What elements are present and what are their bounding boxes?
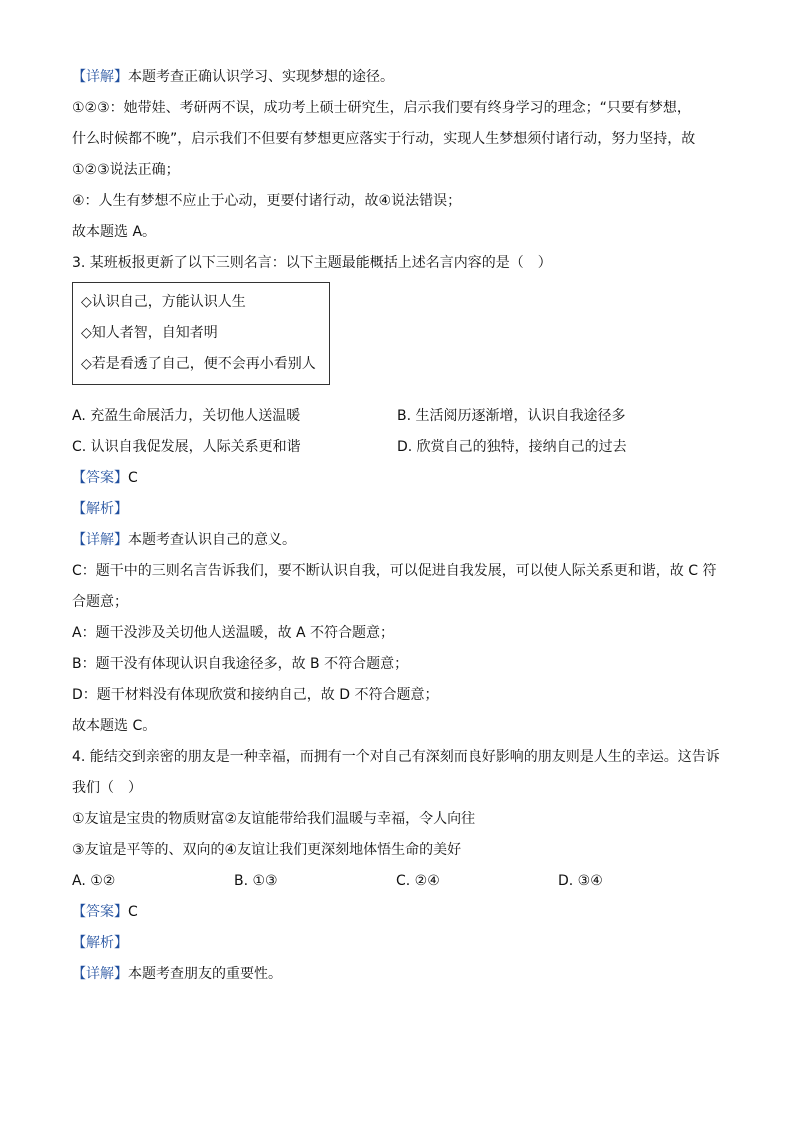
option-a: A. 充盈生命展活力，关切他人送温暖 [72, 408, 301, 424]
option-d: D. ③④ [558, 873, 603, 889]
detail-text: 本题考查朋友的重要性。 [128, 966, 282, 982]
detail-line [72, 62, 722, 93]
detail-line [72, 525, 722, 556]
detail-tag: 【详解】 [72, 966, 128, 982]
analysis-line [72, 494, 722, 525]
explanation-line: 什么时候都不晚”，启示我们不但要有梦想更应落实于行动，实现人生梦想须付诸行动，努力坚持，故 [72, 131, 696, 147]
conclusion-line: 故本题选 C。 [72, 718, 157, 734]
detail-line [72, 959, 722, 990]
statement-items: ③友谊是平等的、双向的④友谊让我们更深刻地体悟生命的美好 [72, 842, 462, 858]
options-row [72, 866, 722, 897]
option-d: D. 欣赏自己的独特，接纳自己的过去 [397, 439, 627, 455]
answer-tag: 【答案】 [72, 470, 128, 486]
option-c: C. ②④ [396, 873, 440, 889]
quote-item: ◇认识自己，方能认识人生 [81, 294, 246, 310]
quote-item: ◇知人者智，自知者明 [81, 325, 218, 341]
detail-tag: 【详解】 [72, 532, 128, 548]
quotes-box [72, 282, 330, 385]
options-row [72, 432, 722, 463]
answer-tag: 【答案】 [72, 904, 128, 920]
option-a: A. ①② [72, 873, 116, 889]
document-page [72, 62, 722, 990]
explanation-line: A：题干没涉及关切他人送温暖，故 A 不符合题意； [72, 625, 395, 641]
detail-tag: 【详解】 [72, 69, 128, 85]
detail-text: 本题考查认识自己的意义。 [128, 532, 296, 548]
answer-line [72, 897, 722, 928]
detail-text: 本题考查正确认识学习、实现梦想的途径。 [128, 69, 394, 85]
options-row [72, 401, 722, 432]
quote-item: ◇若是看透了自己，便不会再小看别人 [81, 356, 316, 372]
answer-line [72, 463, 722, 494]
explanation-line: 合题意； [72, 594, 128, 610]
statement-items: ①友谊是宝贵的物质财富②友谊能带给我们温暖与幸福，令人向往 [72, 811, 476, 827]
question-4-stem: 4. 能结交到亲密的朋友是一种幸福，而拥有一个对自己有深刻而良好影响的朋友则是人生的幸运。这告诉 [72, 749, 720, 765]
question-3-stem: 3. 某班板报更新了以下三则名言：以下主题最能概括上述名言内容的是（ ） [72, 255, 552, 271]
explanation-line: ①②③：她带娃、考研两不误，成功考上硕士研究生，启示我们要有终身学习的理念；“只要有梦想， [72, 100, 691, 116]
analysis-tag: 【解析】 [72, 935, 128, 951]
explanation-line: ①②③说法正确； [72, 162, 180, 178]
explanation-line: ④：人生有梦想不应止于心动，更要付诸行动，故④说法错误； [72, 193, 462, 209]
explanation-line: D：题干材料没有体现欣赏和接纳自己，故 D 不符合题意； [72, 687, 439, 703]
option-c: C. 认识自我促发展，人际关系更和谐 [72, 439, 301, 455]
option-b: B. ①③ [234, 873, 278, 889]
answer-value: C [128, 470, 138, 486]
answer-value: C [128, 904, 138, 920]
explanation-line: B：题干没有体现认识自我途径多，故 B 不符合题意； [72, 656, 409, 672]
analysis-tag: 【解析】 [72, 501, 128, 517]
question-4-stem-cont: 我们（ ） [72, 780, 142, 796]
explanation-line: C：题干中的三则名言告诉我们，要不断认识自我，可以促进自我发展，可以使人际关系更和谐，故 C 符 [72, 563, 717, 579]
analysis-line [72, 928, 722, 959]
conclusion-line: 故本题选 A。 [72, 224, 157, 240]
option-b: B. 生活阅历逐渐增，认识自我途径多 [397, 408, 626, 424]
